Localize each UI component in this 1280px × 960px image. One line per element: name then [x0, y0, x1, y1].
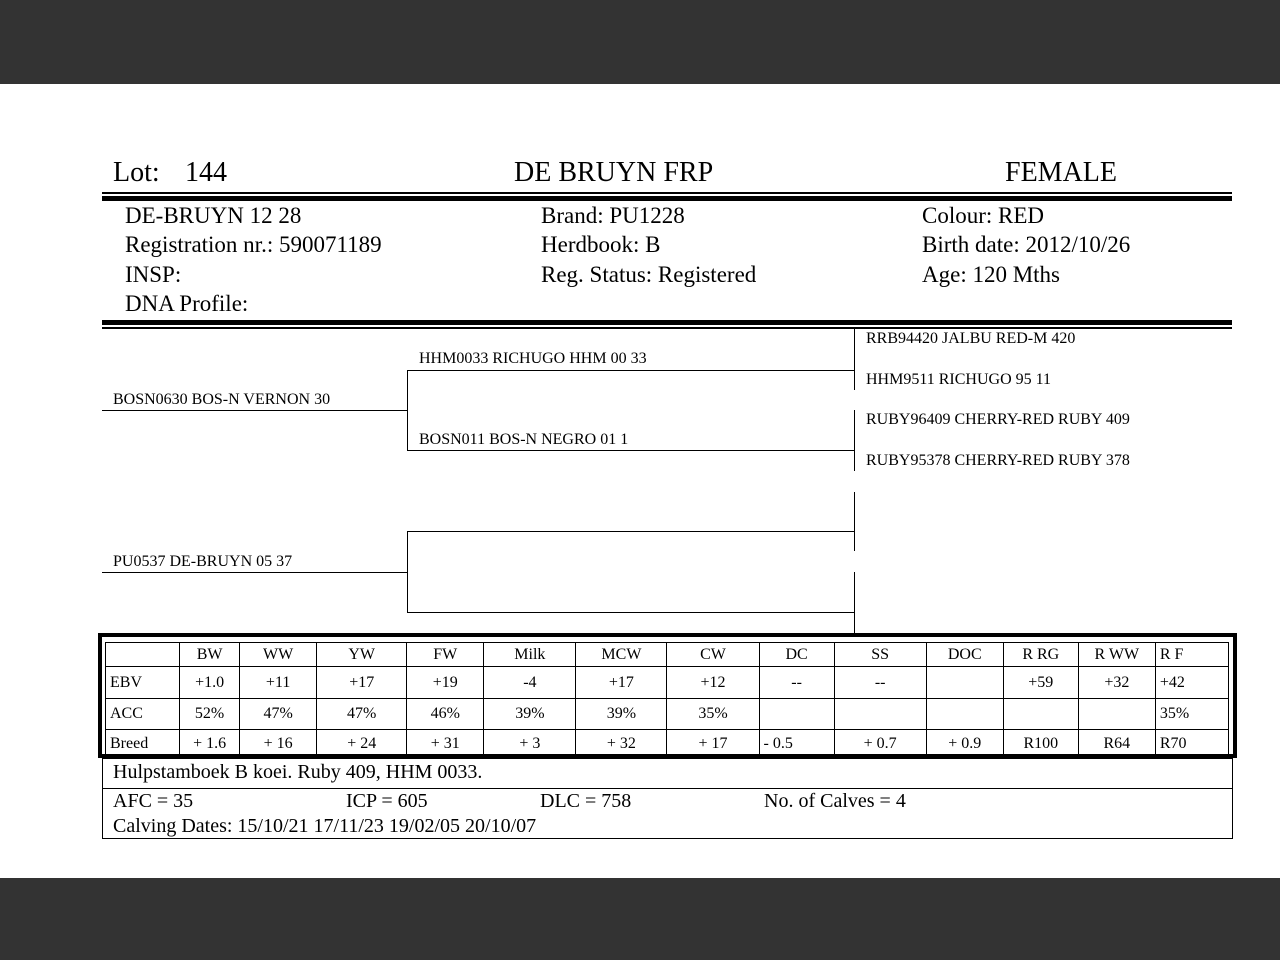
- remark-text: Hulpstamboek B koei. Ruby 409, HHM 0033.: [113, 761, 483, 783]
- ebv-cell: [759, 699, 834, 730]
- dam-sire-line: [407, 531, 855, 532]
- ebv-cell: R64: [1078, 730, 1155, 758]
- ebv-header-cell: Milk: [484, 643, 576, 667]
- ebv-cell: +11: [240, 667, 317, 699]
- ebv-cell: --: [834, 667, 926, 699]
- ebv-header-cell: DC: [759, 643, 834, 667]
- ebv-cell: + 31: [407, 730, 484, 758]
- afc-value: AFC = 35: [113, 790, 194, 812]
- calves-count: No. of Calves = 4: [764, 790, 906, 812]
- ebv-cell: [926, 699, 1003, 730]
- ebv-row-label: ACC: [106, 699, 180, 730]
- ebv-header-cell: SS: [834, 643, 926, 667]
- colour-field: Colour: RED: [922, 203, 1045, 228]
- ebv-cell: + 0.9: [926, 730, 1003, 758]
- info-thin-rule: [102, 327, 1232, 329]
- info-thick-rule: [102, 320, 1232, 325]
- dam-dam-line: [407, 612, 855, 613]
- registration-number: Registration nr.: 590071189: [125, 232, 382, 257]
- ebv-cell: + 0.7: [834, 730, 926, 758]
- pedigree-gg-1: RRB94420 JALBU RED-M 420: [866, 330, 1076, 347]
- ebv-row-acc: [106, 699, 1229, 730]
- sire-bracket: [407, 370, 408, 451]
- lot-label: Lot:: [113, 157, 160, 188]
- ebv-header-cell: R RG: [1003, 643, 1078, 667]
- brand-field: Brand: PU1228: [541, 203, 685, 228]
- insp-field: INSP:: [125, 262, 182, 287]
- gg-bracket-2: [854, 410, 855, 471]
- ebv-cell: 35%: [1155, 699, 1228, 730]
- calving-dates: Calving Dates: 15/10/21 17/11/23 19/02/05 20/10/07: [113, 815, 537, 837]
- age-field: Age: 120 Mths: [922, 262, 1060, 287]
- ebv-cell: 47%: [317, 699, 407, 730]
- ebv-cell: 47%: [240, 699, 317, 730]
- ebv-row-label: Breed: [106, 730, 180, 758]
- sex-label: FEMALE: [1005, 157, 1117, 188]
- header-thick-rule: [102, 196, 1232, 201]
- ebv-cell: +19: [407, 667, 484, 699]
- ebv-header-cell: FW: [407, 643, 484, 667]
- ebv-cell: --: [759, 667, 834, 699]
- ebv-cell: + 32: [576, 730, 667, 758]
- ebv-cell: [1003, 699, 1078, 730]
- ebv-cell: -4: [484, 667, 576, 699]
- ebv-row-breed: [106, 730, 1229, 758]
- top-dark-bar: [0, 0, 1280, 84]
- ebv-header-cell: CW: [667, 643, 759, 667]
- ebv-header-cell: YW: [317, 643, 407, 667]
- icp-value: ICP = 605: [346, 790, 428, 812]
- ebv-cell: + 24: [317, 730, 407, 758]
- ebv-cell: R70: [1155, 730, 1228, 758]
- ebv-cell: 52%: [180, 699, 240, 730]
- dna-profile-field: DNA Profile:: [125, 291, 249, 316]
- ebv-cell: +59: [1003, 667, 1078, 699]
- ebv-cell: + 16: [240, 730, 317, 758]
- dam-line: [102, 572, 408, 573]
- ebv-cell: + 1.6: [180, 730, 240, 758]
- ebv-table: [105, 642, 1229, 758]
- pedigree-sire: BOSN0630 BOS-N VERNON 30: [113, 391, 331, 408]
- ebv-header-row: [106, 643, 1229, 667]
- herdbook-field: Herdbook: B: [541, 232, 661, 257]
- ebv-cell: + 3: [484, 730, 576, 758]
- ebv-cell: +32: [1078, 667, 1155, 699]
- ebv-row-label: EBV: [106, 667, 180, 699]
- reg-status-field: Reg. Status: Registered: [541, 262, 757, 287]
- ebv-header-cell: [106, 643, 180, 667]
- ebv-cell: +17: [317, 667, 407, 699]
- header-thin-rule: [102, 192, 1232, 194]
- ebv-row-ebv: [106, 667, 1229, 699]
- ebv-cell: 39%: [484, 699, 576, 730]
- ebv-cell: [834, 699, 926, 730]
- dam-bracket: [407, 531, 408, 613]
- birth-date-field: Birth date: 2012/10/26: [922, 232, 1131, 257]
- ebv-cell: [1078, 699, 1155, 730]
- pedigree-gg-3: RUBY96409 CHERRY-RED RUBY 409: [866, 411, 1130, 428]
- lot-number: 144: [185, 157, 227, 188]
- ebv-cell: 46%: [407, 699, 484, 730]
- ebv-header-cell: WW: [240, 643, 317, 667]
- ebv-header-cell: BW: [180, 643, 240, 667]
- animal-name: DE-BRUYN 12 28: [125, 203, 302, 228]
- ebv-cell: 35%: [667, 699, 759, 730]
- ebv-header-cell: R WW: [1078, 643, 1155, 667]
- sire-dam-line: [407, 450, 855, 451]
- pedigree-sire-dam: BOSN011 BOS-N NEGRO 01 1: [419, 431, 629, 448]
- ebv-header-cell: R F: [1155, 643, 1228, 667]
- breeder-name: DE BRUYN FRP: [514, 157, 714, 188]
- pedigree-dam: PU0537 DE-BRUYN 05 37: [113, 553, 293, 570]
- sire-line: [102, 410, 408, 411]
- ebv-cell: +1.0: [180, 667, 240, 699]
- ebv-cell: +42: [1155, 667, 1228, 699]
- sire-sire-line: [407, 370, 855, 371]
- dlc-value: DLC = 758: [540, 790, 632, 812]
- gg-bracket-1: [854, 329, 855, 390]
- ebv-header-cell: DOC: [926, 643, 1003, 667]
- ebv-cell: R100: [1003, 730, 1078, 758]
- pedigree-sire-sire: HHM0033 RICHUGO HHM 00 33: [419, 350, 647, 367]
- ebv-cell: [926, 667, 1003, 699]
- ebv-cell: + 17: [667, 730, 759, 758]
- ebv-cell: +12: [667, 667, 759, 699]
- gg-bracket-3: [854, 492, 855, 551]
- pedigree-gg-2: HHM9511 RICHUGO 95 11: [866, 371, 1052, 388]
- ebv-cell: 39%: [576, 699, 667, 730]
- ebv-cell: - 0.5: [759, 730, 834, 758]
- bottom-dark-bar: [0, 878, 1280, 960]
- ebv-header-cell: MCW: [576, 643, 667, 667]
- ebv-cell: +17: [576, 667, 667, 699]
- gg-bracket-4: [854, 572, 855, 634]
- pedigree-gg-4: RUBY95378 CHERRY-RED RUBY 378: [866, 452, 1130, 469]
